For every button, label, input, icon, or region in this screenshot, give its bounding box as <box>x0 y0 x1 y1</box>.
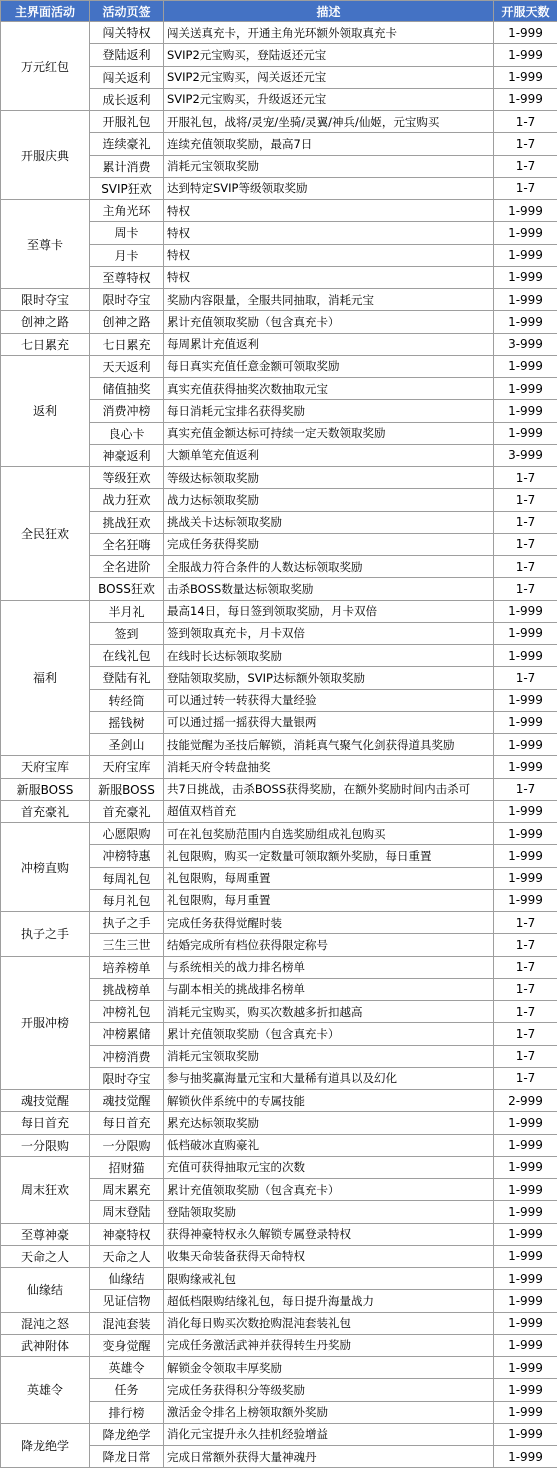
tab-cell: 冲榜累储 <box>90 1023 164 1045</box>
table-row <box>1 600 557 622</box>
days-cell: 1-7 <box>494 111 557 133</box>
group-cell: 首充豪礼 <box>1 800 90 822</box>
description-cell: 累计充值领取奖励（包含真充卡） <box>164 1023 494 1045</box>
days-cell: 3-999 <box>494 333 557 355</box>
group-cell: 每日首充 <box>1 1112 90 1134</box>
group-cell: 周末狂欢 <box>1 1156 90 1223</box>
tab-cell: 见证信物 <box>90 1290 164 1312</box>
description-cell: 特权 <box>164 200 494 222</box>
tab-cell: 天天返利 <box>90 355 164 377</box>
description-cell: 登陆领取奖励，SVIP达标额外领取奖励 <box>164 667 494 689</box>
tab-cell: 魂技觉醒 <box>90 1090 164 1112</box>
description-cell: 每周累计充值返利 <box>164 333 494 355</box>
group-cell: 至尊神豪 <box>1 1223 90 1245</box>
description-cell: 完成任务获得奖励 <box>164 533 494 555</box>
description-cell: 超值双档首充 <box>164 800 494 822</box>
tab-cell: 主角光环 <box>90 200 164 222</box>
days-cell: 1-999 <box>494 1112 557 1134</box>
description-cell: 礼包限购，每月重置 <box>164 889 494 911</box>
tab-cell: 至尊特权 <box>90 266 164 288</box>
tab-cell: 登陆返利 <box>90 44 164 66</box>
description-cell: 激活金令排名上榜领取额外奖励 <box>164 1401 494 1423</box>
days-cell: 1-7 <box>494 956 557 978</box>
days-cell: 1-7 <box>494 912 557 934</box>
days-cell: 1-999 <box>494 823 557 845</box>
days-cell: 1-999 <box>494 1245 557 1267</box>
table-row <box>1 1245 557 1267</box>
tab-cell: 每月礼包 <box>90 889 164 911</box>
description-cell: 累计充值领取奖励（包含真充卡） <box>164 1179 494 1201</box>
header-row <box>1 1 557 22</box>
group-cell: 全民狂欢 <box>1 467 90 601</box>
description-cell: 奖励内容限量，全服共同抽取，消耗元宝 <box>164 289 494 311</box>
tab-cell: 变身觉醒 <box>90 1334 164 1356</box>
days-cell: 1-999 <box>494 800 557 822</box>
description-cell: 特权 <box>164 222 494 244</box>
days-cell: 1-999 <box>494 1401 557 1423</box>
description-cell: 低档破冰直购豪礼 <box>164 1134 494 1156</box>
table-row <box>1 956 557 978</box>
days-cell: 1-999 <box>494 200 557 222</box>
table-row <box>1 333 557 355</box>
tab-cell: 英雄令 <box>90 1357 164 1379</box>
table-row <box>1 1156 557 1178</box>
description-cell: 完成任务激活武神并获得转生丹奖励 <box>164 1334 494 1356</box>
tab-cell: 天命之人 <box>90 1245 164 1267</box>
tab-cell: 每日首充 <box>90 1112 164 1134</box>
description-cell: 全服战力符合条件的人数达标领取奖励 <box>164 556 494 578</box>
group-cell: 一分限购 <box>1 1134 90 1156</box>
days-cell: 1-999 <box>494 1156 557 1178</box>
tab-cell: 闯关返利 <box>90 66 164 88</box>
table-row <box>1 355 557 377</box>
group-cell: 英雄令 <box>1 1357 90 1424</box>
description-cell: 等级达标领取奖励 <box>164 467 494 489</box>
table-row <box>1 1423 557 1445</box>
days-cell: 1-999 <box>494 711 557 733</box>
days-cell: 1-7 <box>494 1023 557 1045</box>
description-cell: 可以通过转一转获得大量经验 <box>164 689 494 711</box>
days-cell: 1-7 <box>494 578 557 600</box>
header-desc: 描述 <box>164 1 494 22</box>
description-cell: 最高14日，每日签到领取奖励，月卡双倍 <box>164 600 494 622</box>
tab-cell: 每周礼包 <box>90 867 164 889</box>
table-row <box>1 1357 557 1379</box>
description-cell: 累充达标领取奖励 <box>164 1112 494 1134</box>
group-cell: 武神附体 <box>1 1334 90 1356</box>
group-cell: 仙缘结 <box>1 1268 90 1313</box>
days-cell: 1-999 <box>494 66 557 88</box>
table-row <box>1 800 557 822</box>
description-cell: 在线时长达标领取奖励 <box>164 645 494 667</box>
tab-cell: BOSS狂欢 <box>90 578 164 600</box>
tab-cell: 招财猫 <box>90 1156 164 1178</box>
days-cell: 1-999 <box>494 1312 557 1334</box>
tab-cell: 冲榜消费 <box>90 1045 164 1067</box>
tab-cell: 仙缘结 <box>90 1268 164 1290</box>
table-row <box>1 289 557 311</box>
days-cell: 1-999 <box>494 355 557 377</box>
days-cell: 1-7 <box>494 556 557 578</box>
days-cell: 1-999 <box>494 22 557 44</box>
days-cell: 3-999 <box>494 444 557 466</box>
tab-cell: 冲榜礼包 <box>90 1001 164 1023</box>
days-cell: 1-7 <box>494 667 557 689</box>
days-cell: 1-7 <box>494 155 557 177</box>
description-cell: 击杀BOSS数量达标领取奖励 <box>164 578 494 600</box>
days-cell: 1-999 <box>494 1134 557 1156</box>
days-cell: 1-999 <box>494 756 557 778</box>
tab-cell: 成长返利 <box>90 88 164 110</box>
days-cell: 1-999 <box>494 222 557 244</box>
description-cell: 真实充值金额达标可持续一定天数领取奖励 <box>164 422 494 444</box>
tab-cell: 月卡 <box>90 244 164 266</box>
description-cell: 达到特定SVIP等级领取奖励 <box>164 177 494 199</box>
description-cell: 连续充值领取奖励，最高7日 <box>164 133 494 155</box>
tab-cell: 限时夺宝 <box>90 1067 164 1089</box>
tab-cell: 七日累充 <box>90 333 164 355</box>
table-row <box>1 311 557 333</box>
description-cell: 签到领取真充卡，月卡双倍 <box>164 622 494 644</box>
days-cell: 1-999 <box>494 244 557 266</box>
table-row <box>1 823 557 845</box>
table-row <box>1 1223 557 1245</box>
description-cell: 特权 <box>164 266 494 288</box>
description-cell: 结婚完成所有档位获得限定称号 <box>164 934 494 956</box>
days-cell: 1-7 <box>494 133 557 155</box>
description-cell: 参与抽奖赢海量元宝和大量稀有道具以及幻化 <box>164 1067 494 1089</box>
description-cell: 完成任务获得积分等级奖励 <box>164 1379 494 1401</box>
tab-cell: 摇钱树 <box>90 711 164 733</box>
description-cell: 完成任务获得觉醒时装 <box>164 912 494 934</box>
days-cell: 1-7 <box>494 511 557 533</box>
days-cell: 1-999 <box>494 622 557 644</box>
tab-cell: 降龙日常 <box>90 1446 164 1468</box>
group-cell: 新服BOSS <box>1 778 90 800</box>
description-cell: 完成日常额外获得大量神魂丹 <box>164 1446 494 1468</box>
tab-cell: 半月礼 <box>90 600 164 622</box>
description-cell: 累计充值领取奖励（包含真充卡） <box>164 311 494 333</box>
tab-cell: 消费冲榜 <box>90 400 164 422</box>
group-cell: 魂技觉醒 <box>1 1090 90 1112</box>
tab-cell: 全名狂嗨 <box>90 533 164 555</box>
group-cell: 七日累充 <box>1 333 90 355</box>
days-cell: 1-999 <box>494 1223 557 1245</box>
tab-cell: 执子之手 <box>90 912 164 934</box>
description-cell: 可在礼包奖励范围内自选奖励组成礼包购买 <box>164 823 494 845</box>
days-cell: 1-999 <box>494 1179 557 1201</box>
group-cell: 限时夺宝 <box>1 289 90 311</box>
table-row <box>1 1334 557 1356</box>
tab-cell: 冲榜特惠 <box>90 845 164 867</box>
description-cell: SVIP2元宝购买，闯关返还元宝 <box>164 66 494 88</box>
days-cell: 1-999 <box>494 1268 557 1290</box>
table-row <box>1 756 557 778</box>
days-cell: 1-999 <box>494 1379 557 1401</box>
header-group: 主界面活动 <box>1 1 90 22</box>
group-cell: 冲榜直购 <box>1 823 90 912</box>
days-cell: 1-7 <box>494 1067 557 1089</box>
tab-cell: 在线礼包 <box>90 645 164 667</box>
tab-cell: 全名进阶 <box>90 556 164 578</box>
tab-cell: 心愿限购 <box>90 823 164 845</box>
tab-cell: 首充豪礼 <box>90 800 164 822</box>
table-row <box>1 1090 557 1112</box>
table-row <box>1 912 557 934</box>
tab-cell: 累计消费 <box>90 155 164 177</box>
tab-cell: 新服BOSS <box>90 778 164 800</box>
days-cell: 1-999 <box>494 400 557 422</box>
description-cell: 充值可获得抽取元宝的次数 <box>164 1156 494 1178</box>
days-cell: 1-7 <box>494 533 557 555</box>
days-cell: 1-999 <box>494 889 557 911</box>
days-cell: 1-7 <box>494 489 557 511</box>
tab-cell: 周末累充 <box>90 1179 164 1201</box>
days-cell: 1-7 <box>494 778 557 800</box>
table-row <box>1 1268 557 1290</box>
header-tab: 活动页签 <box>90 1 164 22</box>
description-cell: 消耗元宝领取奖励 <box>164 1045 494 1067</box>
days-cell: 1-7 <box>494 177 557 199</box>
group-cell: 福利 <box>1 600 90 756</box>
tab-cell: 储值抽奖 <box>90 378 164 400</box>
description-cell: 每日消耗元宝排名获得奖励 <box>164 400 494 422</box>
days-cell: 1-999 <box>494 734 557 756</box>
description-cell: 大额单笔充值返利 <box>164 444 494 466</box>
tab-cell: 转经筒 <box>90 689 164 711</box>
days-cell: 1-999 <box>494 845 557 867</box>
tab-cell: 排行榜 <box>90 1401 164 1423</box>
days-cell: 1-999 <box>494 311 557 333</box>
days-cell: 1-999 <box>494 867 557 889</box>
days-cell: 1-999 <box>494 289 557 311</box>
description-cell: 礼包限购，购买一定数量可领取额外奖励，每日重置 <box>164 845 494 867</box>
header-days: 开服天数 <box>494 1 557 22</box>
days-cell: 2-999 <box>494 1090 557 1112</box>
description-cell: 特权 <box>164 244 494 266</box>
days-cell: 1-7 <box>494 467 557 489</box>
days-cell: 1-999 <box>494 1334 557 1356</box>
description-cell: 技能觉醒为圣技后解锁，消耗真气聚气化剑获得道具奖励 <box>164 734 494 756</box>
days-cell: 1-999 <box>494 600 557 622</box>
group-cell: 开服庆典 <box>1 111 90 200</box>
description-cell: 获得神豪特权永久解锁专属登录特权 <box>164 1223 494 1245</box>
description-cell: 消化每日购买次数抢购混沌套装礼包 <box>164 1312 494 1334</box>
description-cell: 消耗天府令转盘抽奖 <box>164 756 494 778</box>
days-cell: 1-999 <box>494 88 557 110</box>
tab-cell: 一分限购 <box>90 1134 164 1156</box>
tab-cell: 神豪特权 <box>90 1223 164 1245</box>
days-cell: 1-999 <box>494 1446 557 1468</box>
days-cell: 1-7 <box>494 934 557 956</box>
description-cell: 解锁伙伴系统中的专属技能 <box>164 1090 494 1112</box>
table-row <box>1 1134 557 1156</box>
tab-cell: 挑战狂欢 <box>90 511 164 533</box>
days-cell: 1-999 <box>494 1423 557 1445</box>
description-cell: 消化元宝提升永久挂机经验增益 <box>164 1423 494 1445</box>
tab-cell: 任务 <box>90 1379 164 1401</box>
tab-cell: 周末登陆 <box>90 1201 164 1223</box>
description-cell: 共7日挑战，击杀BOSS获得奖励，在额外奖励时间内击杀可 <box>164 778 494 800</box>
tab-cell: 闯关特权 <box>90 22 164 44</box>
description-cell: 限购缘戒礼包 <box>164 1268 494 1290</box>
group-cell: 天命之人 <box>1 1245 90 1267</box>
tab-cell: 挑战榜单 <box>90 978 164 1000</box>
description-cell: 每日真实充值任意金额可领取奖励 <box>164 355 494 377</box>
table-row <box>1 22 557 44</box>
tab-cell: 圣剑山 <box>90 734 164 756</box>
tab-cell: 签到 <box>90 622 164 644</box>
days-cell: 1-999 <box>494 44 557 66</box>
tab-cell: 等级狂欢 <box>90 467 164 489</box>
days-cell: 1-999 <box>494 266 557 288</box>
days-cell: 1-999 <box>494 1357 557 1379</box>
description-cell: 登陆领取奖励 <box>164 1201 494 1223</box>
table-row <box>1 467 557 489</box>
group-cell: 执子之手 <box>1 912 90 957</box>
tab-cell: 周卡 <box>90 222 164 244</box>
tab-cell: 限时夺宝 <box>90 289 164 311</box>
tab-cell: 混沌套装 <box>90 1312 164 1334</box>
tab-cell: 培养榜单 <box>90 956 164 978</box>
tab-cell: SVIP狂欢 <box>90 177 164 199</box>
group-cell: 返利 <box>1 355 90 466</box>
tab-cell: 战力狂欢 <box>90 489 164 511</box>
description-cell: 真实充值获得抽奖次数抽取元宝 <box>164 378 494 400</box>
tab-cell: 天府宝库 <box>90 756 164 778</box>
group-cell: 开服冲榜 <box>1 956 90 1090</box>
tab-cell: 降龙绝学 <box>90 1423 164 1445</box>
description-cell: 战力达标领取奖励 <box>164 489 494 511</box>
description-cell: 与副本相关的挑战排名榜单 <box>164 978 494 1000</box>
table-body <box>1 22 557 1468</box>
description-cell: 礼包限购，每周重置 <box>164 867 494 889</box>
days-cell: 1-999 <box>494 422 557 444</box>
table-row <box>1 111 557 133</box>
description-cell: 消耗元宝购买，购买次数越多折扣越高 <box>164 1001 494 1023</box>
description-cell: 超低档限购结缘礼包，每日提升海量战力 <box>164 1290 494 1312</box>
description-cell: 开服礼包，战将/灵宠/坐骑/灵翼/神兵/仙姬，元宝购买 <box>164 111 494 133</box>
description-cell: 闯关送真充卡，开通主角光环额外领取真充卡 <box>164 22 494 44</box>
description-cell: 可以通过摇一摇获得大量银两 <box>164 711 494 733</box>
tab-cell: 创神之路 <box>90 311 164 333</box>
tab-cell: 连续豪礼 <box>90 133 164 155</box>
description-cell: 收集天命装备获得天命特权 <box>164 1245 494 1267</box>
tab-cell: 登陆有礼 <box>90 667 164 689</box>
tab-cell: 良心卡 <box>90 422 164 444</box>
group-cell: 至尊卡 <box>1 200 90 289</box>
days-cell: 1-999 <box>494 645 557 667</box>
description-cell: 解锁金令领取丰厚奖励 <box>164 1357 494 1379</box>
days-cell: 1-999 <box>494 689 557 711</box>
description-cell: 消耗元宝领取奖励 <box>164 155 494 177</box>
days-cell: 1-7 <box>494 978 557 1000</box>
description-cell: SVIP2元宝购买，登陆返还元宝 <box>164 44 494 66</box>
group-cell: 混沌之怒 <box>1 1312 90 1334</box>
group-cell: 创神之路 <box>1 311 90 333</box>
tab-cell: 开服礼包 <box>90 111 164 133</box>
description-cell: SVIP2元宝购买，升级返还元宝 <box>164 88 494 110</box>
table-row <box>1 1312 557 1334</box>
days-cell: 1-999 <box>494 1290 557 1312</box>
group-cell: 天府宝库 <box>1 756 90 778</box>
table-row <box>1 1112 557 1134</box>
description-cell: 挑战关卡达标领取奖励 <box>164 511 494 533</box>
table-row <box>1 778 557 800</box>
days-cell: 1-7 <box>494 1045 557 1067</box>
tab-cell: 神豪返利 <box>90 444 164 466</box>
table-row <box>1 200 557 222</box>
tab-cell: 三生三世 <box>90 934 164 956</box>
group-cell: 万元红包 <box>1 22 90 111</box>
description-cell: 与系统相关的战力排名榜单 <box>164 956 494 978</box>
days-cell: 1-999 <box>494 1201 557 1223</box>
days-cell: 1-7 <box>494 1001 557 1023</box>
days-cell: 1-999 <box>494 378 557 400</box>
group-cell: 降龙绝学 <box>1 1423 90 1468</box>
